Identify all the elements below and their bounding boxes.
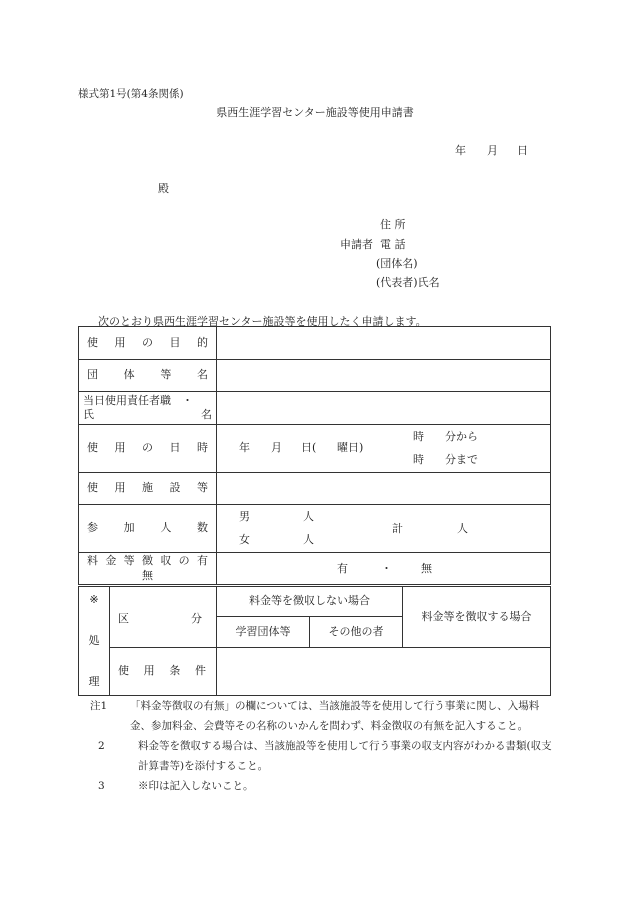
conditions-label: 使 用 条 件 [118,664,206,677]
participants-field[interactable] [217,505,551,553]
female-label: 女 [239,533,250,546]
applicant-label: 申請者 [340,238,373,251]
male-label: 男 [239,510,250,523]
office-ri: 理 [88,674,100,688]
purpose-field[interactable] [217,327,551,360]
page-title: 県西生涯学習センター施設等使用申請書 [216,106,414,119]
office-divider [109,647,216,648]
use-day-label: 日( [301,441,317,454]
note-item: 3 ※印は記入しないこと。 [98,780,254,792]
participants-label: 参 加 人 数 [79,505,217,553]
facilities-label: 使 用 施 設 等 [79,473,217,505]
fee-field[interactable] [217,553,551,586]
application-table [78,326,551,696]
fee-no-option[interactable]: 無 [421,562,432,575]
table-row [79,553,551,586]
group-name-row-label: 団 体 等 名 [79,360,217,392]
fee-yes-option[interactable]: 有 [337,562,348,575]
note-item: 注1 「料金等徴収の有無」の欄については、当該施設等を使用して行う事業に関し、入場料金、参加料金、会費等その名称のいかんを問わず、料金徴収の有無を記入すること。 [90,700,540,732]
office-mark-cell [79,587,110,695]
purpose-label: 使 用 の 目 的 [79,327,217,360]
date-month-label: 月 [487,144,498,157]
note-item: 2 料金等を徴収する場合は、当該施設等を使用して行う事業の収支内容がわかる書類(収支計算書等)を添付すること。 [98,740,552,772]
table-row [79,473,551,505]
office-use-section [79,586,217,696]
datetime-field[interactable] [217,425,551,473]
office-proc: 処 [88,633,100,647]
learning-group-header: 学習団体等 [217,617,310,648]
datetime-label: 使 用 の 日 時 [79,425,217,473]
date-year-label: 年 [455,144,466,157]
notes-section [78,696,558,796]
conditions-field[interactable] [217,648,551,696]
responsible-person-label: 当日使用責任者職 ・ 氏 名 [79,392,217,425]
addressee-label: 殿 [158,182,169,195]
use-month-label: 月 [271,441,282,454]
total-label: 計 [392,522,403,535]
male-count-unit: 人 [303,510,314,523]
table-row [79,392,551,425]
table-row [79,425,551,473]
others-header: その他の者 [310,617,403,648]
use-year-label: 年 [239,441,250,454]
start-hour-label: 時 [413,430,424,443]
office-mark: ※ [89,593,99,606]
fee-label: 料 金 等 徴 収 の 有 無 [79,553,217,586]
responsible-person-field[interactable] [217,392,551,425]
category-label: 区 分 [118,612,202,625]
end-minute-label: 分まで [445,453,478,466]
intro-text: 次のとおり県西生涯学習センター施設等を使用したく申請します。 [98,315,427,328]
table-row [79,360,551,392]
date-day-label: 日 [517,144,528,157]
end-hour-label: 時 [413,453,424,466]
no-fee-header: 料金等を徴収しない場合 [217,586,403,617]
use-weekday-label: 曜日) [337,441,364,454]
fee-separator: ・ [381,562,392,575]
female-count-unit: 人 [303,533,314,546]
representative-name-label: (代表者)氏名 [376,276,440,289]
phone-label: 電 話 [380,238,406,251]
total-count-unit: 人 [457,522,468,535]
address-label: 住 所 [380,218,406,231]
group-name-label: (団体名) [376,257,418,270]
fee-header: 料金等を徴収する場合 [403,586,551,648]
table-row [79,327,551,360]
facilities-field[interactable] [217,473,551,505]
group-name-field[interactable] [217,360,551,392]
form-number: 様式第1号(第4条関係) [78,88,184,100]
start-minute-label: 分から [445,430,478,443]
table-row [79,505,551,553]
